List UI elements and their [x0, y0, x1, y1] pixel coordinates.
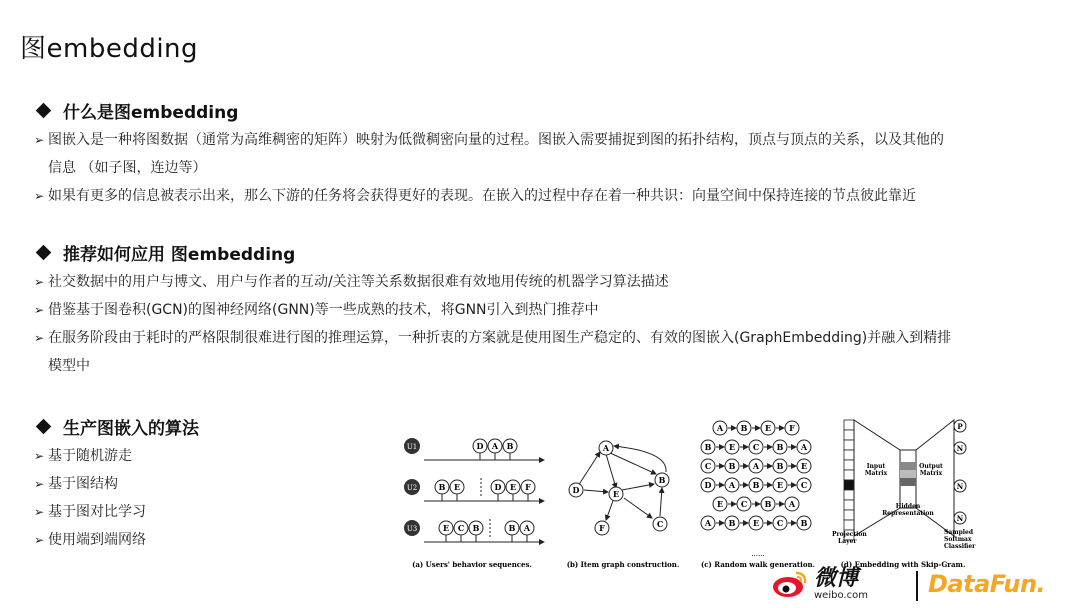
- svg-text:P: P: [957, 422, 963, 431]
- arrow-bullet-icon: ➢: [34, 275, 45, 289]
- svg-text:E: E: [800, 461, 808, 471]
- walk-node: [773, 516, 787, 530]
- svg-text:E: E: [509, 482, 517, 492]
- svg-text:E: E: [728, 442, 736, 452]
- sequence-item-node: [469, 521, 483, 535]
- svg-text:B: B: [472, 523, 480, 533]
- graph-embedding-figure: [398, 412, 990, 574]
- arrow-bullet-icon: ➢: [34, 189, 45, 203]
- svg-text:B: B: [764, 499, 772, 509]
- arrow-bullet-icon: ➢: [34, 533, 45, 547]
- svg-text:B: B: [658, 475, 666, 485]
- softmax-output-node: [954, 442, 966, 454]
- diamond-bullet-icon: [36, 103, 52, 119]
- walk-node: [701, 459, 715, 473]
- bullet-item: [34, 470, 378, 498]
- walk-node: [797, 516, 811, 530]
- softmax-output-node: [954, 420, 966, 432]
- caption-a: (a) Users' behavior sequences.: [412, 560, 532, 569]
- svg-text:B: B: [438, 482, 446, 492]
- arrow-bullet-icon: ➢: [34, 505, 45, 519]
- walk-node: [749, 478, 763, 492]
- hidden-representation-label: Hidden Representation: [882, 503, 934, 517]
- svg-text:B: B: [728, 518, 736, 528]
- walk-node: [725, 440, 739, 454]
- bullet-item: [34, 498, 378, 526]
- walk-node: [725, 459, 739, 473]
- walk-node: [773, 459, 787, 473]
- walk-node: [725, 516, 739, 530]
- svg-text:B: B: [508, 523, 516, 533]
- svg-text:B: B: [776, 461, 784, 471]
- svg-text:A: A: [800, 442, 808, 452]
- bullet-item: [34, 126, 1058, 154]
- weibo-eye-icon: [772, 569, 808, 599]
- bullet-item: [34, 526, 378, 554]
- svg-text:E: E: [764, 423, 772, 433]
- sequence-item-node: [488, 439, 502, 453]
- bullet-continuation: [48, 154, 1058, 182]
- item-graph-node: [599, 441, 613, 455]
- panel-d-skipgram: [832, 420, 976, 569]
- bullet-text: 图嵌入是一种将图数据（通常为高维稠密的矩阵）映射为低微稠密向量的过程。图嵌入需要捕捉到图的拓扑结构，顶点与顶点的关系，以及其他的: [48, 132, 944, 148]
- weibo-cn-text: 微博: [814, 565, 859, 591]
- svg-text:B: B: [776, 442, 784, 452]
- svg-text:D: D: [704, 480, 712, 490]
- bullet-text: 社交数据中的用户与博文、用户与作者的互动/关注等关系数据很难有效地用传统的机器学习算法描述: [48, 274, 669, 290]
- input-matrix-label: Input Matrix: [864, 463, 888, 477]
- walk-node: [749, 516, 763, 530]
- svg-text:A: A: [523, 523, 531, 533]
- svg-text:D: D: [476, 441, 484, 451]
- svg-text:F: F: [599, 523, 605, 533]
- walk-ellipsis: ......: [751, 550, 765, 558]
- item-graph-node: [595, 521, 609, 535]
- svg-text:C: C: [740, 499, 748, 509]
- svg-text:B: B: [704, 442, 712, 452]
- svg-text:C: C: [752, 442, 760, 452]
- svg-text:A: A: [788, 499, 796, 509]
- svg-text:F: F: [525, 482, 531, 492]
- logo-divider: [916, 571, 918, 601]
- svg-text:E: E: [612, 489, 620, 499]
- bullet-item: [34, 324, 1058, 352]
- walk-node: [749, 459, 763, 473]
- svg-text:A: A: [602, 443, 610, 453]
- weibo-url-text: weibo.com: [814, 589, 868, 601]
- section-heading-what: [34, 98, 238, 123]
- item-graph-node: [655, 473, 669, 487]
- walk-node: [701, 478, 715, 492]
- user-label: U1: [406, 443, 418, 451]
- svg-text:F: F: [789, 423, 795, 433]
- figure-svg: [398, 412, 990, 574]
- slide-title: 图embedding: [20, 34, 199, 64]
- item-graph-node: [609, 487, 623, 501]
- svg-text:D: D: [572, 485, 580, 495]
- svg-text:N: N: [956, 514, 964, 523]
- bullet-text: 如果有更多的信息被表示出来，那么下游的任务将会获得更好的表现。在嵌入的过程中存在着一种共识：向量空间中保持连接的节点彼此靠近: [48, 188, 916, 204]
- svg-text:C: C: [457, 523, 465, 533]
- section-heading-algorithms: [34, 414, 199, 439]
- walk-node: [797, 478, 811, 492]
- walk-node: [701, 440, 715, 454]
- bullet-continuation: [48, 352, 1058, 380]
- svg-text:A: A: [491, 441, 499, 451]
- bullet-text: 基于图对比学习: [48, 504, 146, 520]
- diamond-bullet-icon: [36, 245, 52, 261]
- walk-node: [797, 440, 811, 454]
- datafun-logo: DataFun.: [928, 570, 1046, 598]
- bullet-item: [34, 296, 1058, 324]
- svg-text:C: C: [656, 519, 664, 529]
- softmax-label: Sampled Softmax Classifier: [944, 529, 976, 550]
- bullet-item: [34, 442, 378, 470]
- panel-b-item-graph: [567, 441, 680, 569]
- softmax-output-node: [954, 480, 966, 492]
- walk-node: [725, 478, 739, 492]
- sequence-item-node: [473, 439, 487, 453]
- sequence-item-node: [503, 439, 517, 453]
- sequence-item-node: [439, 521, 453, 535]
- walk-node: [713, 421, 727, 435]
- svg-text:C: C: [800, 480, 808, 490]
- caption-d: (d) Embedding with Skip-Gram.: [840, 560, 966, 569]
- svg-text:A: A: [728, 480, 736, 490]
- svg-text:A: A: [704, 518, 712, 528]
- walk-node: [797, 459, 811, 473]
- sequence-item-node: [435, 480, 449, 494]
- bullet-item: [34, 182, 1058, 210]
- walk-node: [737, 421, 751, 435]
- arrow-bullet-icon: ➢: [34, 449, 45, 463]
- sequence-item-node: [506, 480, 520, 494]
- svg-text:E: E: [716, 499, 724, 509]
- arrow-bullet-icon: ➢: [34, 331, 45, 345]
- bullet-text: 借鉴基于图卷积(GCN)的图神经网络(GNN)等一些成熟的技术，将GNN引入到热门推荐中: [48, 302, 599, 318]
- softmax-output-node: [954, 512, 966, 524]
- walk-node: [713, 497, 727, 511]
- user-label: U2: [406, 484, 418, 492]
- walk-node: [773, 440, 787, 454]
- output-matrix-label: Output Matrix: [919, 463, 943, 477]
- walk-node: [749, 440, 763, 454]
- item-graph-node: [653, 517, 667, 531]
- bullet-item: [34, 268, 1058, 296]
- svg-text:C: C: [776, 518, 784, 528]
- sequence-item-node: [491, 480, 505, 494]
- svg-text:E: E: [453, 482, 461, 492]
- panel-a-user-sequences: [404, 438, 544, 569]
- caption-b: (b) Item graph construction.: [566, 560, 680, 569]
- svg-text:N: N: [956, 482, 964, 491]
- sequence-item-node: [450, 480, 464, 494]
- sequence-item-node: [454, 521, 468, 535]
- svg-text:B: B: [506, 441, 514, 451]
- caption-c: (c) Random walk generation.: [700, 560, 816, 569]
- svg-text:C: C: [704, 461, 712, 471]
- svg-text:B: B: [740, 423, 748, 433]
- svg-text:A: A: [716, 423, 724, 433]
- svg-text:D: D: [494, 482, 502, 492]
- walk-node: [773, 478, 787, 492]
- walk-node: [701, 516, 715, 530]
- section-heading-text: 生产图嵌入的算法: [63, 419, 199, 439]
- projection-layer-label: Projection Layer: [832, 531, 867, 545]
- bullet-text: 模型中: [48, 358, 90, 374]
- svg-text:A: A: [752, 461, 760, 471]
- bullet-text: 信息 （如子图，连边等）: [48, 160, 207, 176]
- sequence-item-node: [520, 521, 534, 535]
- svg-text:E: E: [776, 480, 784, 490]
- svg-text:E: E: [752, 518, 760, 528]
- diamond-bullet-icon: [36, 419, 52, 435]
- sequence-item-node: [521, 480, 535, 494]
- bullet-text: 基于图结构: [48, 476, 118, 492]
- walk-node: [761, 497, 775, 511]
- walk-node: [785, 421, 799, 435]
- svg-text:B: B: [728, 461, 736, 471]
- walk-node: [737, 497, 751, 511]
- panel-c-random-walks: [701, 421, 815, 569]
- user-label: U3: [406, 525, 418, 533]
- weibo-logo: [772, 566, 868, 602]
- arrow-bullet-icon: ➢: [34, 133, 45, 147]
- sequence-item-node: [505, 521, 519, 535]
- walk-node: [761, 421, 775, 435]
- bullet-text: 基于随机游走: [48, 448, 132, 464]
- bullet-text: 使用端到端网络: [48, 532, 146, 548]
- walk-node: [785, 497, 799, 511]
- svg-text:B: B: [800, 518, 808, 528]
- svg-text:B: B: [752, 480, 760, 490]
- arrow-bullet-icon: ➢: [34, 303, 45, 317]
- svg-text:N: N: [956, 444, 964, 453]
- bullet-text: 在服务阶段由于耗时的严格限制很难进行图的推理运算，一种折衷的方案就是使用图生产稳定的、有效的图嵌入(GraphEmbedding)并融入到精排: [48, 330, 952, 346]
- section-heading-text: 什么是图embedding: [63, 103, 239, 123]
- svg-text:E: E: [442, 523, 450, 533]
- section-heading-apply: [34, 240, 295, 265]
- arrow-bullet-icon: ➢: [34, 477, 45, 491]
- section-heading-text: 推荐如何应用 图embedding: [63, 245, 296, 265]
- item-graph-node: [569, 483, 583, 497]
